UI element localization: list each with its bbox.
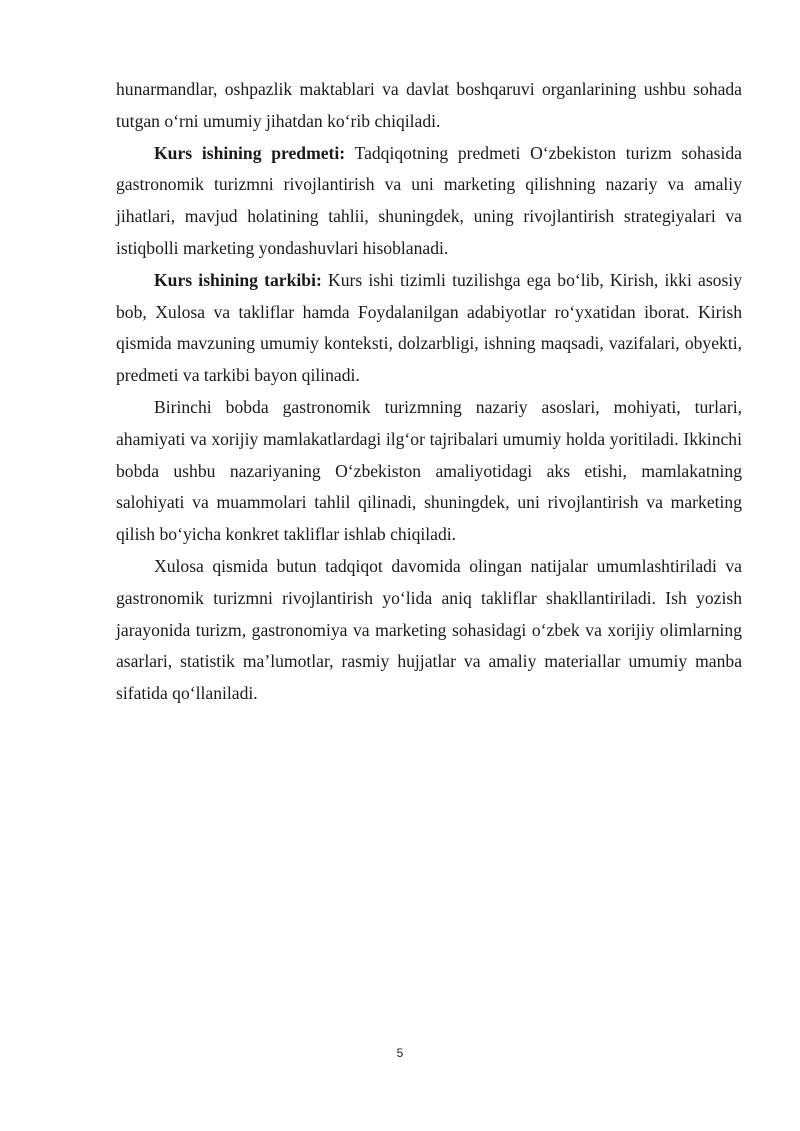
paragraph bbox=[116, 392, 742, 551]
paragraph-text: Tadqiqotning predmeti O‘zbekiston turizm sohasida gastronomik turizmni rivojlantirish va uni marketing qilishning nazariy va amaliy jihatlari, mavjud holatining tahlii, shuningdek, uning rivojlantirish strategiyalari va istiqbolli marketing yondashuvlari hisoblanadi. bbox=[116, 142, 742, 258]
paragraph-lead: Kurs ishining tarkibi: bbox=[154, 269, 322, 290]
body-text bbox=[116, 74, 742, 710]
paragraph-text: Birinchi bobda gastronomik turizmning nazariy asoslari, mohiyati, turlari, ahamiyati va xorijiy mamlakatlardagi ilg‘or tajribalari umumiy holda yoritiladi. Ikkinchi bobda ushbu nazariyaning O‘zbekiston amaliyotidagi aks etishi, mamlakatning salohiyati va muammolari tahlil qilinadi, shuningdek, uni rivojlantirish va marketing qilish bo‘yicha konkret takliflar ishlab chiqiladi. bbox=[116, 396, 742, 545]
paragraph bbox=[116, 74, 742, 138]
paragraph-lead: Kurs ishining predmeti: bbox=[154, 142, 346, 163]
paragraph bbox=[116, 551, 742, 710]
paragraph-text: hunarmandlar, oshpazlik maktablari va davlat boshqaruvi organlarining ushbu sohada tutgan o‘rni umumiy jihatdan ko‘rib chiqiladi. bbox=[116, 79, 742, 131]
paragraph-subject bbox=[116, 138, 742, 265]
page-number: 5 bbox=[396, 1046, 404, 1060]
paragraph-structure bbox=[116, 265, 742, 392]
paragraph-text: Xulosa qismida butun tadqiqot davomida olingan natijalar umumlashtiriladi va gastronomik turizmni rivojlantirish yo‘lida aniq takliflar shakllantiriladi. Ish yozish jarayonida turizm, gastronomiya va marketing sohasidagi o‘zbek va xorijiy olimlarning asarlari, statistik ma’lumotlar, rasmiy hujjatlar va amaliy materiallar umumiy manba sifatida qo‘llaniladi. bbox=[116, 555, 742, 704]
paragraph-text: Kurs ishi tizimli tuzilishga ega bo‘lib, Kirish, ikki asosiy bob, Xulosa va takliflar hamda Foydalanilgan adabiyotlar ro‘yxatidan iborat. Kirish qismida mavzuning umumiy konteksti, dolzarbligi, ishning maqsadi, vazifalari, obyekti, predmeti va tarkibi bayon qilinadi. bbox=[116, 269, 742, 386]
